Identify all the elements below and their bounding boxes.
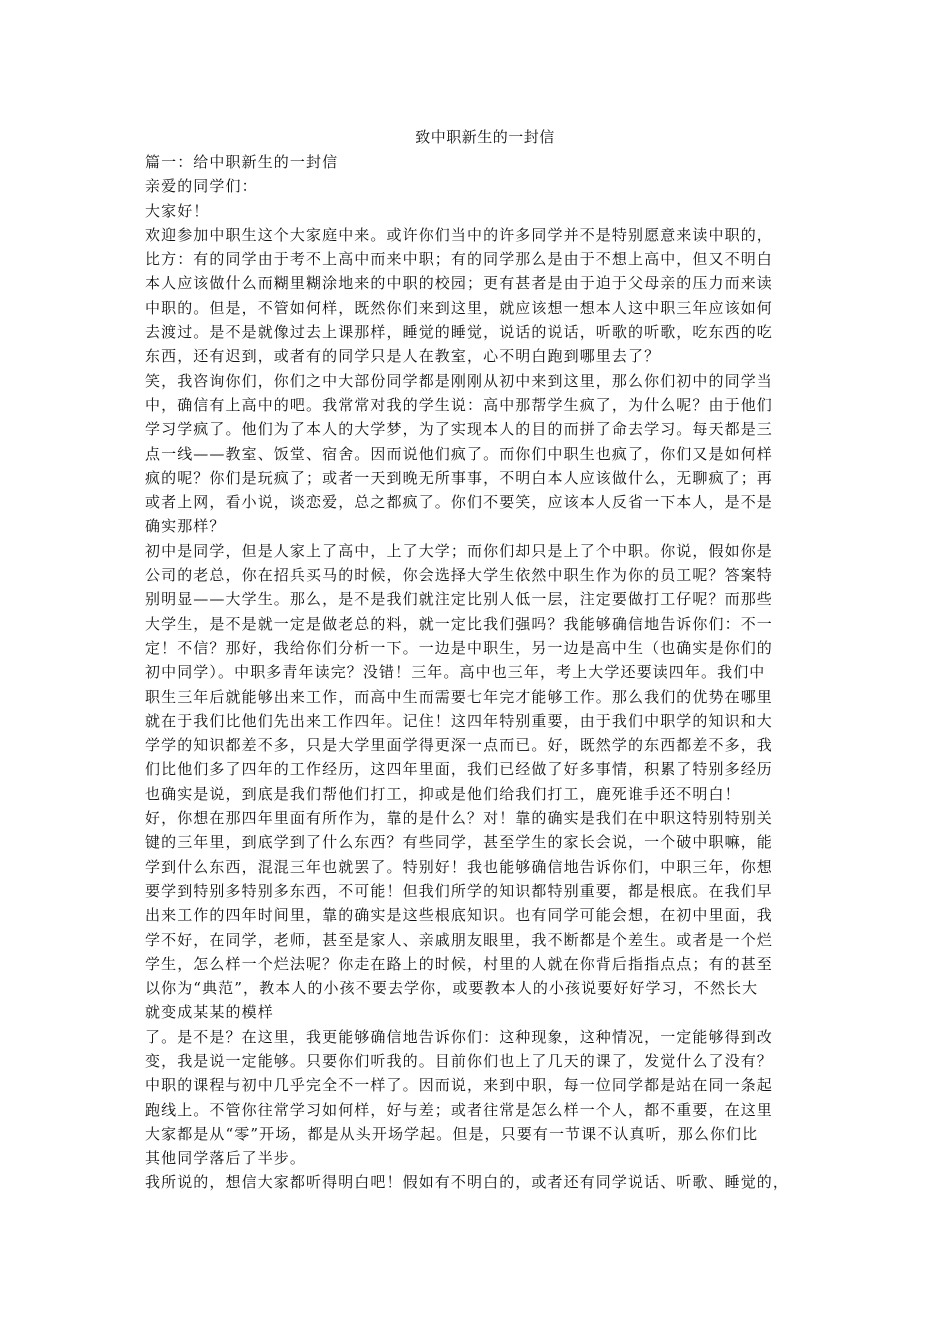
paragraph-line: 学习学疯了。他们为了本人的大学梦，为了实现本人的目的而拼了命去学习。每天都是三	[145, 420, 773, 439]
paragraph-line: 要学到特别多特别多东西，不可能！但我们所学的知识都特别重要，都是根底。在我们早	[145, 881, 773, 900]
paragraph-line: 以你为“典范”，教本人的小孩不要去学你，或要教本人的小孩说要好好学习，不然长大	[145, 979, 759, 998]
paragraph-line: 定！不信？那好，我给你们分析一下。一边是中职生，另一边是高中生（也确实是你们的	[145, 638, 773, 657]
paragraph-line: 别明显——大学生。那么，是不是我们就注定比别人低一层，注定要做打工仔呢？而那些	[145, 590, 773, 609]
paragraph-line: 比方：有的同学由于考不上高中而来中职；有的同学那么是由于不想上高中，但又不明白	[145, 250, 773, 269]
paragraph-line: 了。是不是？在这里，我更能够确信地告诉你们：这种现象，这种情况，一定能够得到改	[145, 1027, 773, 1046]
paragraph-line: 学不好，在同学，老师，甚至是家人、亲戚朋友眼里，我不断都是个差生。或者是一个烂	[145, 930, 773, 949]
paragraph-line: 学到什么东西，混混三年也就罢了。特别好！我也能够确信地告诉你们，中职三年，你想	[145, 857, 773, 876]
paragraph-line: 职生三年后就能够出来工作，而高中生而需要七年完才能够工作。那么我们的优势在哪里	[145, 687, 773, 706]
paragraph-line: 疯的呢？你们是玩疯了；或者一天到晚无所事事，不明白本人应该做什么，无聊疯了；再	[145, 468, 773, 487]
letter-page	[145, 124, 825, 1195]
paragraph-line: 学学的知识都差不多，只是大学里面学得更深一点而已。好，既然学的东西都差不多，我	[145, 736, 773, 755]
paragraph	[145, 1170, 825, 1194]
paragraph-line: 大学生，是不是就一定是做老总的料，就一定比我们强吗？我能够确信地告诉你们：不一	[145, 614, 773, 633]
paragraph-line: 东西，还有迟到，或者有的同学只是人在教室，心不明白跑到哪里去了？	[145, 347, 661, 366]
paragraph-line: 键的三年里，到底学到了什么东西？有些同学，甚至学生的家长会说，一个破中职嘛，能	[145, 833, 773, 852]
document-title: 致中职新生的一封信	[415, 128, 555, 146]
paragraph-line: 们比他们多了四年的工作经历，这四年里面，我们已经做了好多事情，积累了特别多经历	[145, 760, 773, 779]
paragraph	[145, 223, 825, 369]
letter-body	[145, 223, 825, 1195]
paragraph-line: 就在于我们比他们先出来工作四年。记住！这四年特别重要，由于我们中职学的知识和大	[145, 711, 773, 730]
paragraph-line: 中，确信有上高中的吧。我常常对我的学生说：高中那帮学生疯了，为什么呢？由于他们	[145, 395, 773, 414]
paragraph-line: 点一线——教室、饭堂、宿舍。因而说他们疯了。而你们中职生也疯了，你们又是如何样	[145, 444, 773, 463]
paragraph-line: 初中是同学，但是人家上了高中，上了大学；而你们却只是上了个中职。你说，假如你是	[145, 541, 773, 560]
paragraph-line: 确实那样？	[145, 517, 226, 536]
paragraph	[145, 369, 825, 539]
paragraph-line: 好，你想在那四年里面有所作为，靠的是什么？对！靠的确实是我们在中职这特别特别关	[145, 809, 773, 828]
paragraph-line: 去渡过。是不是就像过去上课那样，睡觉的睡觉，说话的说话，听歌的听歌，吃东西的吃	[145, 323, 773, 342]
paragraph-line: 学生，怎么样一个烂法呢？你走在路上的时候，村里的人就在你背后指指点点；有的甚至	[145, 954, 773, 973]
paragraph-line: 公司的老总，你在招兵买马的时候，你会选择大学生依然中职生作为你的员工呢？答案特	[145, 566, 773, 585]
paragraph-line: 笑，我咨询你们，你们之中大部份同学都是刚刚从初中来到这里，那么你们初中的同学当	[145, 371, 773, 390]
paragraph-line: 其他同学落后了半步。	[145, 1149, 307, 1168]
paragraph-line: 变，我是说一定能够。只要你们听我的。目前你们也上了几天的课了，发觉什么了没有？	[145, 1051, 773, 1070]
paragraph-line: 初中同学）。中职多青年读完？没错！三年。高中也三年，考上大学还要读四年。我们中	[145, 663, 766, 682]
paragraph	[145, 539, 825, 806]
paragraph-line: 跑线上。不管你往常学习如何样，好与差；或者往常是怎么样一个人，都不重要，在这里	[145, 1100, 773, 1119]
paragraph-line: 出来工作的四年时间里，靠的确实是这些根底知识。也有同学可能会想，在初中里面，我	[145, 906, 773, 925]
paragraph	[145, 1025, 825, 1171]
paragraph-line: 或者上网，看小说，谈恋爱，总之都疯了。你们不要笑，应该本人反省一下本人，是不是	[145, 493, 773, 512]
paragraph-line: 本人应该做什么而糊里糊涂地来的中职的校园；更有甚者是由于迫于父母亲的压力而来读	[145, 274, 773, 293]
paragraph-line: 中职的。但是，不管如何样，既然你们来到这里，就应该想一想本人这中职三年应该如何	[145, 298, 773, 317]
paragraph	[145, 806, 825, 1025]
salutation: 亲爱的同学们：	[145, 177, 258, 196]
paragraph-line: 大家都是从“零”开场，都是从头开场学起。但是，只要有一节课不认真听，那么你们比	[145, 1124, 759, 1143]
paragraph-line: 中职的课程与初中几乎完全不一样了。因而说，来到中职，每一位同学都是站在同一条起	[145, 1076, 773, 1095]
greeting: 大家好！	[145, 201, 210, 220]
paragraph-line: 欢迎参加中职生这个大家庭中来。或许你们当中的许多同学并不是特别愿意来读中职的，	[145, 225, 773, 244]
paragraph-line: 也确实是说，到底是我们帮他们打工，抑或是他们给我们打工，鹿死谁手还不明白！	[145, 784, 741, 803]
paragraph-line: 就变成某某的模样	[145, 1003, 274, 1022]
document-subtitle: 篇一：给中职新生的一封信	[145, 153, 339, 171]
paragraph-line: 我所说的，想信大家都听得明白吧！假如有不明白的，或者还有同学说话、听歌、睡觉的，	[145, 1173, 790, 1192]
